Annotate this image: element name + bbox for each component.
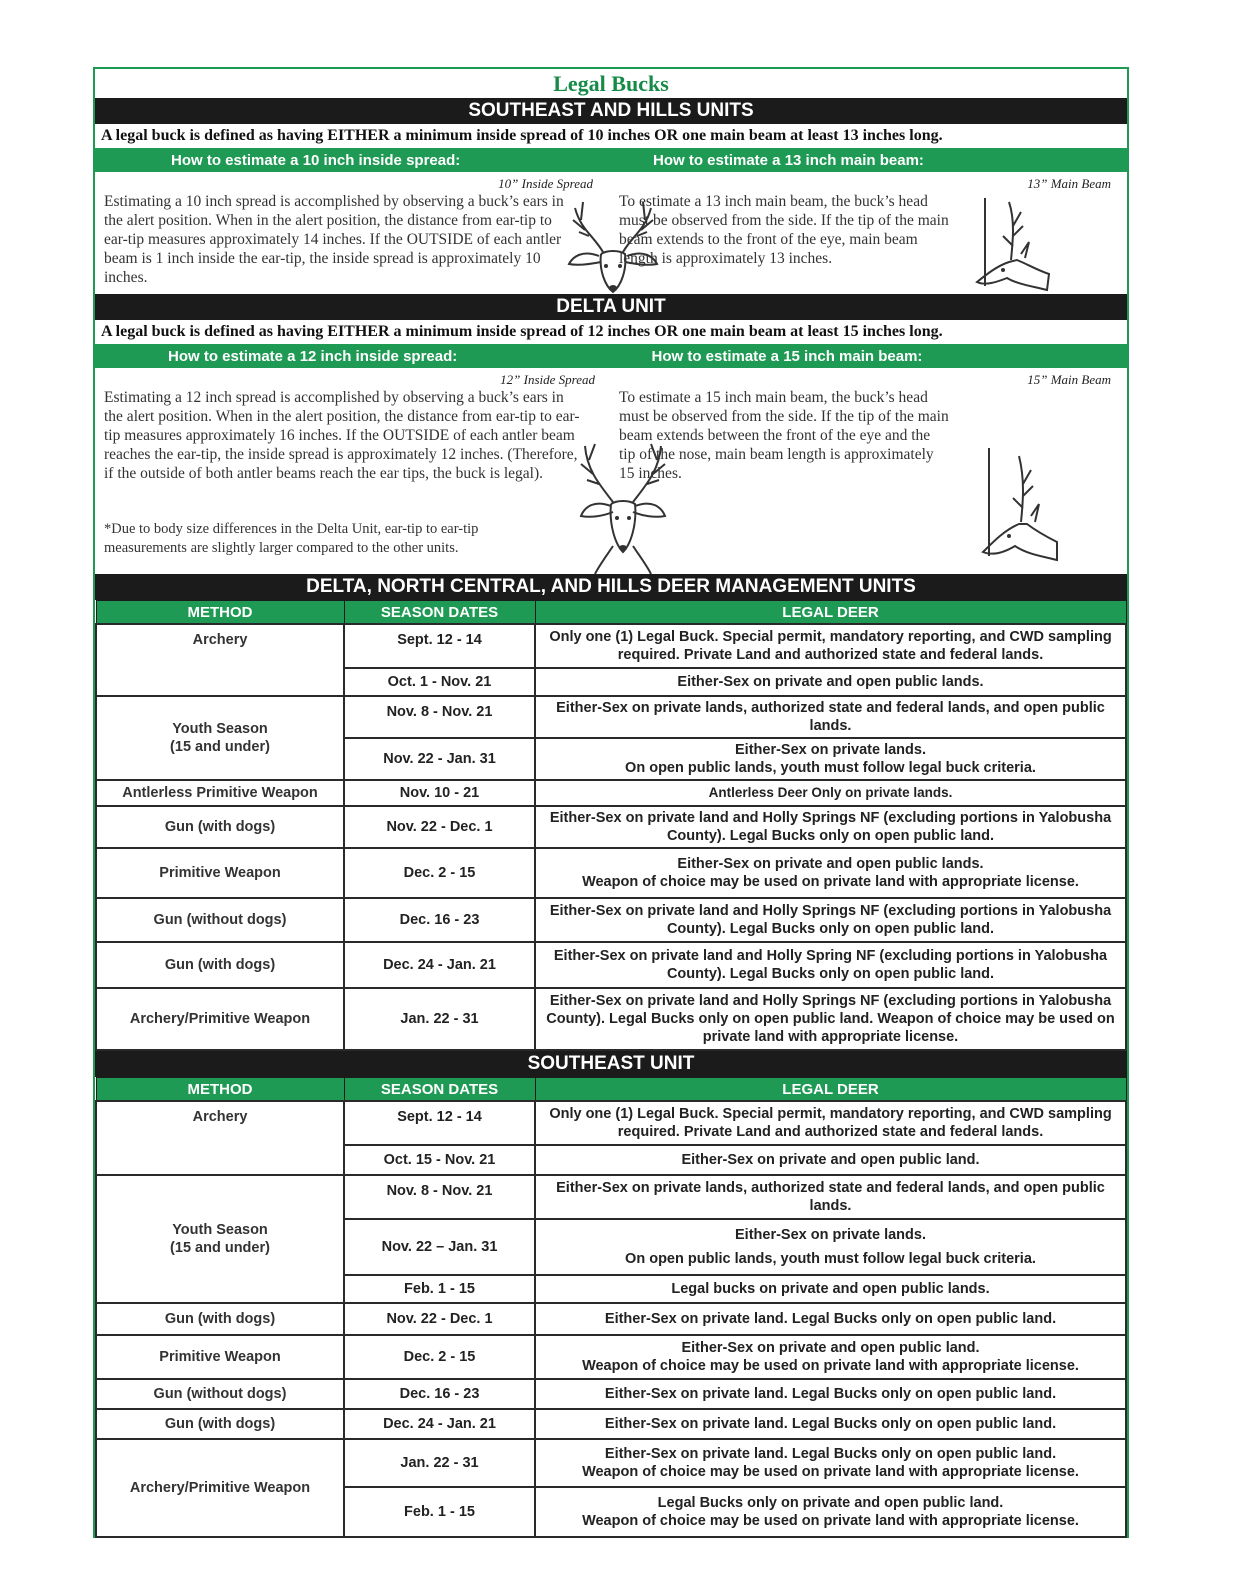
dates-cell: Dec. 2 - 15 [344, 848, 535, 898]
spread-12-panel [95, 368, 611, 574]
dates-cell: Oct. 15 - Nov. 21 [344, 1145, 535, 1175]
table1 [95, 600, 1127, 1051]
spread-10-text: Estimating a 10 inch spread is accomplished by observing a buck’s ears in the alert position. When in the alert position, the distance from ear-tip to ear-tip measures approximately 14 inches. If the OUTSIDE of each antler beam is 1 inch inside the ear-tip, the inside spread is approximately 10 inches. [104, 193, 564, 286]
dates-cell: Jan. 22 - 31 [344, 1439, 535, 1487]
dates-cell: Feb. 1 - 15 [344, 1487, 535, 1537]
legal-cell: Only one (1) Legal Buck. Special permit, mandatory reporting, and CWD sampling required. Private Land and authorized state and federal lands. [535, 624, 1126, 668]
method-cell: Gun (with dogs) [96, 942, 344, 988]
legal-cell: Either-Sex on private lands, authorized state and federal lands, and open public lands. [535, 696, 1126, 738]
dates-cell: Nov. 22 - Dec. 1 [344, 806, 535, 848]
legal-cell: Either-Sex on private lands. On open public lands, youth must follow legal buck criteria. [535, 1219, 1126, 1275]
table-row [96, 806, 1126, 848]
table-row [96, 1439, 1126, 1487]
dates-cell: Sept. 12 - 14 [344, 624, 535, 668]
method-cell: Archery [96, 1101, 344, 1175]
table-row [96, 624, 1126, 668]
deer-side-icon [965, 444, 1059, 568]
spread-heading-12: How to estimate a 12 inch inside spread: [168, 348, 458, 365]
method-cell: Archery/Primitive Weapon [96, 1439, 344, 1537]
spread-heading-10: How to estimate a 10 inch inside spread: [171, 152, 461, 169]
dates-cell: Oct. 1 - Nov. 21 [344, 668, 535, 696]
southeast-hills-estimates [95, 172, 1127, 294]
method-cell: Archery/Primitive Weapon [96, 988, 344, 1050]
beam-13-panel [611, 172, 1127, 294]
dates-cell: Dec. 16 - 23 [344, 1379, 535, 1409]
legal-cell: Either-Sex on private lands. On open public lands, youth must follow legal buck criteria. [535, 738, 1126, 780]
method-cell: Archery [96, 624, 344, 696]
dates-cell: Nov. 22 - Jan. 31 [344, 738, 535, 780]
beam-15-panel [611, 368, 1127, 574]
beam-heading-13: How to estimate a 13 inch main beam: [653, 152, 924, 169]
table2 [95, 1077, 1127, 1538]
table-row [96, 1175, 1126, 1219]
table-row [96, 898, 1126, 942]
table-row [96, 1303, 1126, 1335]
legal-cell: Only one (1) Legal Buck. Special permit, mandatory reporting, and CWD sampling required. Private Land and authorized state and federal lands. [535, 1101, 1126, 1145]
deer-side-icon [951, 190, 1055, 294]
southeast-hills-definition: A legal buck is defined as having EITHER a minimum inside spread of 10 inches OR one main beam at least 13 inches long. [101, 127, 943, 144]
table2-bar: SOUTHEAST UNIT [95, 1051, 1127, 1077]
delta-estimates [95, 368, 1127, 574]
method-cell: Gun (with dogs) [96, 1409, 344, 1439]
dates-cell: Nov. 22 – Jan. 31 [344, 1219, 535, 1275]
table2-header-dates: SEASON DATES [344, 1078, 535, 1102]
dates-cell: Dec. 16 - 23 [344, 898, 535, 942]
delta-definition: A legal buck is defined as having EITHER a minimum inside spread of 12 inches OR one main beam at least 15 inches long. [101, 323, 943, 340]
table-row [96, 780, 1126, 806]
dates-cell: Nov. 8 - Nov. 21 [344, 696, 535, 738]
dates-cell: Dec. 24 - Jan. 21 [344, 1409, 535, 1439]
beam-13-caption: 13” Main Beam [1027, 176, 1111, 191]
southeast-hills-bar: SOUTHEAST AND HILLS UNITS [95, 98, 1127, 124]
beam-13-text: To estimate a 13 inch main beam, the buck’s head must be observed from the side. If the tip of the main beam extends to the front of the eye, main beam length is approximately 13 inches. [619, 193, 949, 267]
legal-bucks-page [93, 67, 1129, 1538]
legal-cell: Either-Sex on private land. Legal Bucks only on open public land. Weapon of choice may be used on private land with appropriate license. [535, 1439, 1126, 1487]
table-row [96, 696, 1126, 738]
page-title: Legal Bucks [553, 71, 669, 96]
legal-cell: Legal Bucks only on private and open public land. Weapon of choice may be used on private land with appropriate license. [535, 1487, 1126, 1537]
spread-10-panel [95, 172, 611, 294]
legal-cell: Antlerless Deer Only on private lands. [535, 780, 1126, 806]
method-cell: Primitive Weapon [96, 848, 344, 898]
dates-cell: Nov. 22 - Dec. 1 [344, 1303, 535, 1335]
legal-cell: Either-Sex on private land. Legal Bucks only on open public land. [535, 1379, 1126, 1409]
dates-cell: Dec. 2 - 15 [344, 1335, 535, 1379]
method-cell: Antlerless Primitive Weapon [96, 780, 344, 806]
southeast-hills-howto-bar [95, 148, 1127, 172]
dates-cell: Nov. 8 - Nov. 21 [344, 1175, 535, 1219]
method-cell: Gun (without dogs) [96, 1379, 344, 1409]
table1-header-method: METHOD [96, 601, 344, 625]
dates-cell: Dec. 24 - Jan. 21 [344, 942, 535, 988]
method-cell: Youth Season (15 and under) [96, 1175, 344, 1303]
table1-bar: DELTA, NORTH CENTRAL, AND HILLS DEER MANAGEMENT UNITS [95, 574, 1127, 600]
legal-cell: Legal bucks on private and open public lands. [535, 1275, 1126, 1303]
table1-header-legal: LEGAL DEER [535, 601, 1126, 625]
method-cell: Gun (with dogs) [96, 1303, 344, 1335]
beam-15-caption: 15” Main Beam [1027, 372, 1111, 387]
method-cell: Gun (with dogs) [96, 806, 344, 848]
spread-10-caption: 10” Inside Spread [498, 176, 593, 191]
table2-header-method: METHOD [96, 1078, 344, 1102]
table-row [96, 848, 1126, 898]
table-row [96, 1101, 1126, 1145]
delta-note: *Due to body size differences in the Delta Unit, ear-tip to ear-tip measurements are slightly larger compared to the other units. [104, 521, 479, 556]
table-row [96, 988, 1126, 1050]
method-cell: Primitive Weapon [96, 1335, 344, 1379]
table-row [96, 1409, 1126, 1439]
table2-header-legal: LEGAL DEER [535, 1078, 1126, 1102]
legal-cell: Either-Sex on private and open public land. [535, 1145, 1126, 1175]
dates-cell: Nov. 10 - 21 [344, 780, 535, 806]
legal-cell: Either-Sex on private and open public lands. Weapon of choice may be used on private land with appropriate license. [535, 848, 1126, 898]
method-cell: Youth Season (15 and under) [96, 696, 344, 780]
delta-bar: DELTA UNIT [95, 294, 1127, 320]
dates-cell: Sept. 12 - 14 [344, 1101, 535, 1145]
spread-12-caption: 12” Inside Spread [500, 372, 595, 387]
delta-howto-bar [95, 344, 1127, 368]
table-row [96, 1335, 1126, 1379]
table-row [96, 1379, 1126, 1409]
dates-cell: Jan. 22 - 31 [344, 988, 535, 1050]
legal-cell: Either-Sex on private land and Holly Springs NF (excluding portions in Yalobusha County). Legal Bucks only on open public land. Weapon of choice may be used on private land with appropriate license. [535, 988, 1126, 1050]
legal-cell: Either-Sex on private lands, authorized state and federal lands, and open public lands. [535, 1175, 1126, 1219]
method-cell: Gun (without dogs) [96, 898, 344, 942]
beam-15-text: To estimate a 15 inch main beam, the buck’s head must be observed from the side. If the tip of the main beam extends between the front of the eye and the tip of the nose, main beam length is approximately 15 inches. [619, 389, 949, 482]
spread-12-text: Estimating a 12 inch spread is accomplished by observing a buck’s ears in the alert position. When in the alert position, the distance from ear-tip to ear-tip measures approximately 16 inches. If the OUTSIDE of each antler beam reaches the ear-tip, the inside spread is approximately 12 inches. (Therefore, if the outside of both antler beams reach the ear tips, the buck is legal). [104, 389, 580, 482]
legal-cell: Either-Sex on private land and Holly Springs NF (excluding portions in Yalobusha County). Legal Bucks only on open public land. [535, 806, 1126, 848]
legal-cell: Either-Sex on private and open public lands. [535, 668, 1126, 696]
legal-cell: Either-Sex on private and open public land. Weapon of choice may be used on private land with appropriate license. [535, 1335, 1126, 1379]
legal-cell: Either-Sex on private land and Holly Spring NF (excluding portions in Yalobusha County). Legal Bucks only on open public land. [535, 942, 1126, 988]
table-row [96, 942, 1126, 988]
table1-header-dates: SEASON DATES [344, 601, 535, 625]
legal-cell: Either-Sex on private land. Legal Bucks only on open public land. [535, 1303, 1126, 1335]
legal-cell: Either-Sex on private land. Legal Bucks only on open public land. [535, 1409, 1126, 1439]
beam-heading-15: How to estimate a 15 inch main beam: [651, 348, 923, 365]
legal-cell: Either-Sex on private land and Holly Springs NF (excluding portions in Yalobusha County). Legal Bucks only on open public land. [535, 898, 1126, 942]
dates-cell: Feb. 1 - 15 [344, 1275, 535, 1303]
